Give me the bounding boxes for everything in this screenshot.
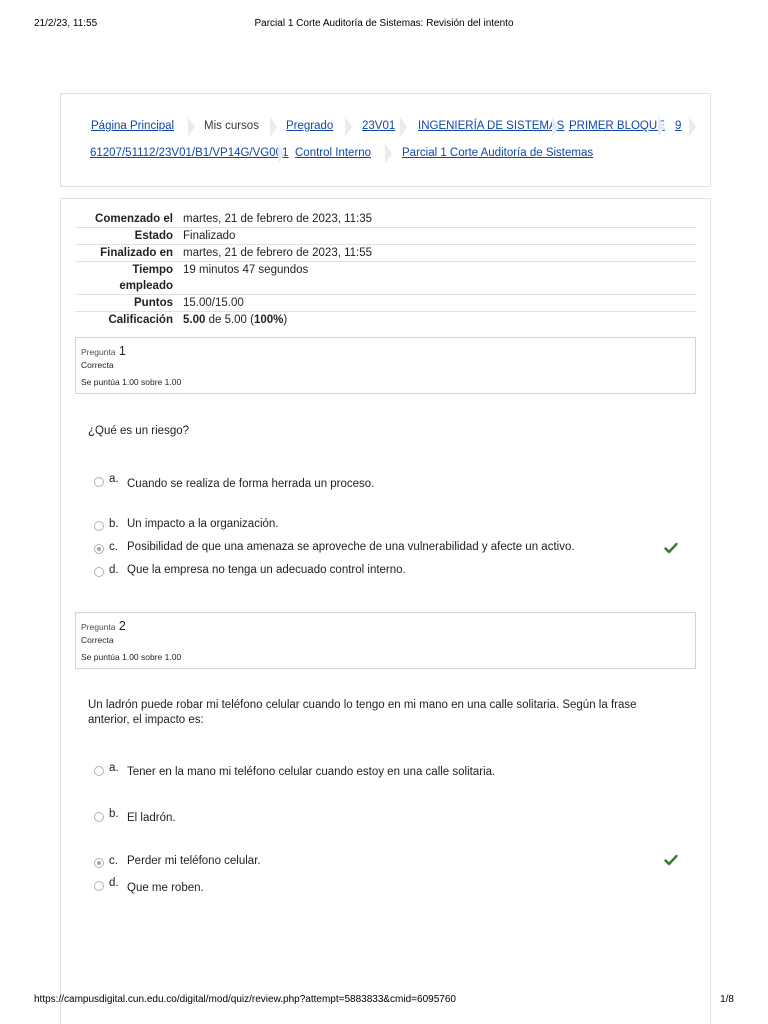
- question-info-box: [75, 337, 696, 394]
- breadcrumb-separator-icon: [552, 117, 560, 137]
- answer-option[interactable]: [93, 876, 693, 896]
- print-header: [0, 18, 768, 32]
- summary-value: 19 minutos 47 segundos: [183, 264, 309, 276]
- answer-option[interactable]: [93, 562, 693, 582]
- breadcrumb-nine-link[interactable]: 9: [675, 120, 682, 132]
- answer-text: Que me roben.: [127, 882, 204, 894]
- breadcrumb-program-link[interactable]: INGENIERÍA DE SISTEMAS: [418, 120, 565, 132]
- summary-value: Finalizado: [183, 230, 236, 242]
- answer-text: Cuando se realiza de forma herrada un proceso.: [127, 478, 375, 490]
- answer-text: Tener en la mano mi teléfono celular cuando estoy en una calle solitaria.: [127, 766, 496, 778]
- summary-label: Estado: [134, 230, 173, 242]
- question-number: 1: [118, 344, 126, 358]
- print-date: 21/2/23, 11:55: [34, 18, 98, 29]
- answer-option[interactable]: [93, 516, 693, 536]
- answer-letter: b.: [109, 518, 119, 530]
- breadcrumb-separator-icon: [188, 117, 196, 137]
- question-text-line: anterior, el impacto es:: [88, 714, 204, 726]
- summary-label: Tiempo: [132, 264, 173, 276]
- summary-row-started: [75, 211, 697, 228]
- question-label-text: Pregunta: [81, 622, 116, 632]
- answer-letter: b.: [109, 808, 119, 820]
- answer-option-selected[interactable]: [93, 539, 693, 559]
- summary-label: Puntos: [134, 297, 173, 309]
- correct-check-icon: [664, 853, 678, 867]
- grade-close: ): [283, 314, 288, 326]
- question-state: Correcta: [81, 635, 114, 645]
- breadcrumb-my-courses: Mis cursos: [204, 120, 259, 132]
- breadcrumb-separator-icon: [689, 117, 697, 137]
- question-number: 2: [118, 619, 126, 633]
- grade-percent: 100%: [253, 314, 284, 326]
- radio-button[interactable]: [94, 766, 104, 776]
- grade-rest: de 5.00 (: [205, 314, 254, 326]
- summary-row-state: [75, 228, 697, 245]
- breadcrumb-home-link[interactable]: Página Principal: [91, 120, 175, 132]
- radio-button[interactable]: [94, 881, 104, 891]
- breadcrumb-separator-icon: [270, 117, 278, 137]
- answer-text: El ladrón.: [127, 812, 176, 824]
- answer-option[interactable]: [93, 807, 693, 827]
- summary-row-grade: [75, 312, 697, 329]
- question-state: Correcta: [81, 360, 114, 370]
- radio-button[interactable]: [94, 812, 104, 822]
- answer-text: Perder mi teléfono celular.: [127, 855, 261, 867]
- breadcrumb-course-code-link[interactable]: 61207/51112/23V01/B1/VP14G/VG001: [90, 147, 289, 159]
- answer-text: Posibilidad de que una amenaza se aproveche de una vulnerabilidad y afecte un activo.: [127, 541, 575, 553]
- answer-letter: d.: [109, 877, 119, 889]
- grade-score: 5.00: [183, 314, 206, 326]
- breadcrumb-23v01-link[interactable]: 23V01: [362, 120, 396, 132]
- answer-letter: a.: [109, 762, 119, 774]
- print-url: https://campusdigital.cun.edu.co/digital/mod/quiz/review.php?attempt=5883833&cmid=6095760: [34, 994, 456, 1005]
- answer-letter: c.: [109, 855, 118, 867]
- breadcrumb-separator-icon: [278, 144, 286, 164]
- summary-value: 15.00/15.00: [183, 297, 244, 309]
- summary-value: martes, 21 de febrero de 2023, 11:55: [183, 247, 373, 259]
- breadcrumb-separator-icon: [385, 144, 393, 164]
- radio-button-checked[interactable]: [94, 544, 104, 554]
- answer-text: Que la empresa no tenga un adecuado control interno.: [127, 564, 406, 576]
- breadcrumb-pregrado-link[interactable]: Pregrado: [286, 120, 334, 132]
- answer-text: Un impacto a la organización.: [127, 518, 279, 530]
- radio-button[interactable]: [94, 521, 104, 531]
- question-text-line: Un ladrón puede robar mi teléfono celular cuando lo tengo en mi mano en una calle solitaria. Según la frase: [88, 699, 637, 711]
- answer-option-selected[interactable]: [93, 853, 693, 873]
- radio-button[interactable]: [94, 567, 104, 577]
- summary-label: Finalizado en: [100, 247, 173, 259]
- print-page-number: 1/8: [720, 994, 734, 1005]
- question-label: [81, 619, 126, 633]
- answer-option[interactable]: [93, 472, 693, 492]
- question-label: [81, 344, 126, 358]
- breadcrumb: [60, 93, 711, 187]
- question-grade: Se puntúa 1.00 sobre 1.00: [81, 377, 182, 387]
- breadcrumb-separator-icon: [345, 117, 353, 137]
- summary-value: [183, 312, 287, 328]
- answer-letter: d.: [109, 564, 119, 576]
- summary-value: martes, 21 de febrero de 2023, 11:35: [183, 213, 373, 225]
- answer-letter: a.: [109, 473, 119, 485]
- question-text: ¿Qué es un riesgo?: [88, 425, 190, 437]
- answer-option[interactable]: [93, 761, 693, 781]
- question-label-text: Pregunta: [81, 347, 116, 357]
- breadcrumb-control-interno-link[interactable]: Control Interno: [295, 147, 372, 159]
- radio-button[interactable]: [94, 477, 104, 487]
- print-title: Parcial 1 Corte Auditoría de Sistemas: Revisión del intento: [254, 18, 514, 29]
- breadcrumb-separator-icon: [400, 117, 408, 137]
- summary-label: Calificación: [108, 314, 173, 326]
- question-grade: Se puntúa 1.00 sobre 1.00: [81, 652, 182, 662]
- breadcrumb-quiz-link[interactable]: Parcial 1 Corte Auditoría de Sistemas: [402, 147, 594, 159]
- answer-letter: c.: [109, 541, 118, 553]
- summary-label: empleado: [119, 280, 173, 292]
- question-text: [88, 698, 678, 728]
- breadcrumb-block-link[interactable]: PRIMER BLOQUE: [569, 120, 665, 132]
- radio-button-checked[interactable]: [94, 858, 104, 868]
- question-info-box: [75, 612, 696, 669]
- summary-row-time: [75, 262, 697, 295]
- summary-row-finished: [75, 245, 697, 262]
- summary-row-points: [75, 295, 697, 312]
- summary-label: Comenzado el: [95, 213, 173, 225]
- correct-check-icon: [664, 541, 678, 555]
- breadcrumb-separator-icon: [658, 117, 666, 137]
